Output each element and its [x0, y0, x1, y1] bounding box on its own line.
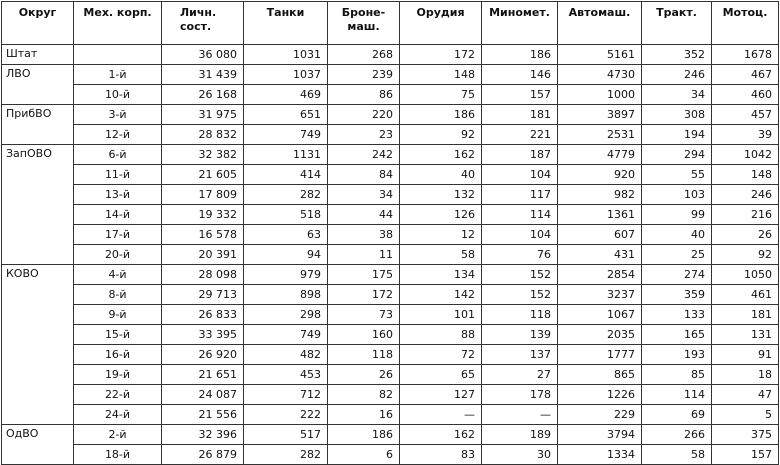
personnel-cell: 16 578 — [162, 225, 244, 245]
col-header-tractors: Тракт. — [642, 2, 712, 45]
tanks-cell: 749 — [244, 325, 328, 345]
table-row — [2, 145, 779, 165]
trucks-cell: 982 — [558, 185, 642, 205]
table-row — [2, 105, 779, 125]
mortars-cell: 152 — [482, 265, 558, 285]
guns-cell: 127 — [400, 385, 482, 405]
tractors-cell: 25 — [642, 245, 712, 265]
table-row — [2, 345, 779, 365]
tanks-cell: 469 — [244, 85, 328, 105]
personnel-cell: 24 087 — [162, 385, 244, 405]
table-row — [2, 305, 779, 325]
motorcycles-cell: 18 — [712, 365, 779, 385]
guns-cell: 132 — [400, 185, 482, 205]
armored-cell: 16 — [328, 405, 400, 425]
col-header-motorcycles: Мотоц. — [712, 2, 779, 45]
armored-cell: 175 — [328, 265, 400, 285]
corps-cell: 14-й — [74, 205, 162, 225]
guns-cell: 40 — [400, 165, 482, 185]
table-row — [2, 245, 779, 265]
mortars-cell: 187 — [482, 145, 558, 165]
corps-cell: 11-й — [74, 165, 162, 185]
motorcycles-cell: 375 — [712, 425, 779, 445]
tractors-cell: 308 — [642, 105, 712, 125]
table-row — [2, 425, 779, 445]
col-header-district: Округ — [2, 2, 74, 45]
armored-cell: 23 — [328, 125, 400, 145]
personnel-cell: 26 833 — [162, 305, 244, 325]
guns-cell: 88 — [400, 325, 482, 345]
district-cell: ЗапОВО — [2, 145, 74, 265]
personnel-cell: 32 382 — [162, 145, 244, 165]
personnel-cell: 32 396 — [162, 425, 244, 445]
armored-cell: 242 — [328, 145, 400, 165]
table-row — [2, 165, 779, 185]
mortars-cell: 186 — [482, 45, 558, 65]
personnel-cell: 19 332 — [162, 205, 244, 225]
corps-cell: 1-й — [74, 65, 162, 85]
trucks-cell: 3237 — [558, 285, 642, 305]
mortars-cell: 137 — [482, 345, 558, 365]
mortars-cell: 117 — [482, 185, 558, 205]
guns-cell: 101 — [400, 305, 482, 325]
mortars-cell: 30 — [482, 445, 558, 465]
table-row — [2, 65, 779, 85]
guns-cell: 126 — [400, 205, 482, 225]
mortars-cell: 104 — [482, 165, 558, 185]
corps-cell: 22-й — [74, 385, 162, 405]
tractors-cell: 359 — [642, 285, 712, 305]
guns-cell: 83 — [400, 445, 482, 465]
tanks-cell: 63 — [244, 225, 328, 245]
personnel-cell: 17 809 — [162, 185, 244, 205]
armored-cell: 44 — [328, 205, 400, 225]
mortars-cell: 114 — [482, 205, 558, 225]
motorcycles-cell: 26 — [712, 225, 779, 245]
tanks-cell: 518 — [244, 205, 328, 225]
guns-cell: — — [400, 405, 482, 425]
tanks-cell: 898 — [244, 285, 328, 305]
table-row — [2, 405, 779, 425]
corps-cell: 18-й — [74, 445, 162, 465]
trucks-cell: 2035 — [558, 325, 642, 345]
corps-cell: 6-й — [74, 145, 162, 165]
armored-cell: 118 — [328, 345, 400, 365]
motorcycles-cell: 47 — [712, 385, 779, 405]
tractors-cell: 194 — [642, 125, 712, 145]
personnel-cell: 31 975 — [162, 105, 244, 125]
guns-cell: 75 — [400, 85, 482, 105]
guns-cell: 92 — [400, 125, 482, 145]
personnel-cell: 31 439 — [162, 65, 244, 85]
tractors-cell: 193 — [642, 345, 712, 365]
corps-cell: 2-й — [74, 425, 162, 445]
motorcycles-cell: 131 — [712, 325, 779, 345]
personnel-cell: 28 832 — [162, 125, 244, 145]
col-header-trucks: Автомаш. — [558, 2, 642, 45]
personnel-cell: 36 080 — [162, 45, 244, 65]
tanks-cell: 651 — [244, 105, 328, 125]
armored-cell: 239 — [328, 65, 400, 85]
corps-cell: 12-й — [74, 125, 162, 145]
corps-cell: 10-й — [74, 85, 162, 105]
mortars-cell: 178 — [482, 385, 558, 405]
armored-cell: 38 — [328, 225, 400, 245]
table-row — [2, 125, 779, 145]
trucks-cell: 2854 — [558, 265, 642, 285]
guns-cell: 72 — [400, 345, 482, 365]
corps-cell: 20-й — [74, 245, 162, 265]
table-row — [2, 205, 779, 225]
guns-cell: 142 — [400, 285, 482, 305]
motorcycles-cell: 457 — [712, 105, 779, 125]
tractors-cell: 69 — [642, 405, 712, 425]
col-header-mortars: Миномет. — [482, 2, 558, 45]
armored-cell: 34 — [328, 185, 400, 205]
tanks-cell: 453 — [244, 365, 328, 385]
corps-cell: 19-й — [74, 365, 162, 385]
tanks-cell: 517 — [244, 425, 328, 445]
mortars-cell: — — [482, 405, 558, 425]
armored-cell: 86 — [328, 85, 400, 105]
guns-cell: 162 — [400, 145, 482, 165]
tractors-cell: 114 — [642, 385, 712, 405]
armored-cell: 186 — [328, 425, 400, 445]
trucks-cell: 3794 — [558, 425, 642, 445]
trucks-cell: 607 — [558, 225, 642, 245]
tractors-cell: 294 — [642, 145, 712, 165]
corps-cell: 16-й — [74, 345, 162, 365]
mech-corps-table — [1, 1, 779, 465]
corps-cell: 24-й — [74, 405, 162, 425]
mortars-cell: 104 — [482, 225, 558, 245]
trucks-cell: 3897 — [558, 105, 642, 125]
trucks-cell: 1226 — [558, 385, 642, 405]
table-row — [2, 85, 779, 105]
tanks-cell: 94 — [244, 245, 328, 265]
trucks-cell: 865 — [558, 365, 642, 385]
guns-cell: 12 — [400, 225, 482, 245]
tanks-cell: 482 — [244, 345, 328, 365]
corps-cell: 3-й — [74, 105, 162, 125]
mortars-cell: 118 — [482, 305, 558, 325]
motorcycles-cell: 460 — [712, 85, 779, 105]
guns-cell: 186 — [400, 105, 482, 125]
armored-cell: 73 — [328, 305, 400, 325]
motorcycles-cell: 467 — [712, 65, 779, 85]
district-cell: ОдВО — [2, 425, 74, 465]
district-cell: КОВО — [2, 265, 74, 425]
guns-cell: 162 — [400, 425, 482, 445]
mortars-cell: 189 — [482, 425, 558, 445]
tractors-cell: 103 — [642, 185, 712, 205]
table-row — [2, 445, 779, 465]
personnel-cell: 33 395 — [162, 325, 244, 345]
armored-cell: 26 — [328, 365, 400, 385]
guns-cell: 134 — [400, 265, 482, 285]
armored-cell: 6 — [328, 445, 400, 465]
table-row — [2, 185, 779, 205]
guns-cell: 148 — [400, 65, 482, 85]
tanks-cell: 1037 — [244, 65, 328, 85]
tanks-cell: 282 — [244, 445, 328, 465]
trucks-cell: 229 — [558, 405, 642, 425]
tractors-cell: 246 — [642, 65, 712, 85]
table-row — [2, 365, 779, 385]
armored-cell: 160 — [328, 325, 400, 345]
personnel-cell: 21 651 — [162, 365, 244, 385]
motorcycles-cell: 1042 — [712, 145, 779, 165]
tanks-cell: 222 — [244, 405, 328, 425]
col-header-armored: Броне- маш. — [328, 2, 400, 45]
personnel-cell: 21 605 — [162, 165, 244, 185]
tractors-cell: 266 — [642, 425, 712, 445]
motorcycles-cell: 181 — [712, 305, 779, 325]
header-row — [2, 2, 779, 45]
table-row — [2, 265, 779, 285]
tanks-cell: 282 — [244, 185, 328, 205]
tractors-cell: 40 — [642, 225, 712, 245]
personnel-cell: 21 556 — [162, 405, 244, 425]
table-row — [2, 225, 779, 245]
table-row — [2, 385, 779, 405]
motorcycles-cell: 39 — [712, 125, 779, 145]
motorcycles-cell: 5 — [712, 405, 779, 425]
col-header-personnel: Личн. сост. — [162, 2, 244, 45]
district-cell: ПрибВО — [2, 105, 74, 145]
personnel-cell: 26 920 — [162, 345, 244, 365]
guns-cell: 172 — [400, 45, 482, 65]
personnel-cell: 29 713 — [162, 285, 244, 305]
trucks-cell: 2531 — [558, 125, 642, 145]
district-cell: Штат — [2, 45, 74, 65]
armored-cell: 220 — [328, 105, 400, 125]
tanks-cell: 414 — [244, 165, 328, 185]
trucks-cell: 5161 — [558, 45, 642, 65]
tractors-cell: 165 — [642, 325, 712, 345]
motorcycles-cell: 246 — [712, 185, 779, 205]
personnel-cell: 28 098 — [162, 265, 244, 285]
trucks-cell: 1777 — [558, 345, 642, 365]
motorcycles-cell: 92 — [712, 245, 779, 265]
armored-cell: 11 — [328, 245, 400, 265]
trucks-cell: 1000 — [558, 85, 642, 105]
table-row — [2, 325, 779, 345]
personnel-cell: 26 168 — [162, 85, 244, 105]
corps-cell — [74, 45, 162, 65]
motorcycles-cell: 91 — [712, 345, 779, 365]
table-body — [2, 45, 779, 465]
trucks-cell: 1361 — [558, 205, 642, 225]
personnel-cell: 20 391 — [162, 245, 244, 265]
tanks-cell: 979 — [244, 265, 328, 285]
tractors-cell: 274 — [642, 265, 712, 285]
tractors-cell: 85 — [642, 365, 712, 385]
armored-cell: 268 — [328, 45, 400, 65]
guns-cell: 65 — [400, 365, 482, 385]
mortars-cell: 139 — [482, 325, 558, 345]
col-header-guns: Орудия — [400, 2, 482, 45]
motorcycles-cell: 157 — [712, 445, 779, 465]
mortars-cell: 76 — [482, 245, 558, 265]
motorcycles-cell: 148 — [712, 165, 779, 185]
motorcycles-cell: 216 — [712, 205, 779, 225]
mortars-cell: 221 — [482, 125, 558, 145]
mortars-cell: 146 — [482, 65, 558, 85]
armored-cell: 82 — [328, 385, 400, 405]
tanks-cell: 749 — [244, 125, 328, 145]
mortars-cell: 27 — [482, 365, 558, 385]
tanks-cell: 1031 — [244, 45, 328, 65]
table-row — [2, 45, 779, 65]
tractors-cell: 34 — [642, 85, 712, 105]
guns-cell: 58 — [400, 245, 482, 265]
col-header-tanks: Танки — [244, 2, 328, 45]
trucks-cell: 1067 — [558, 305, 642, 325]
tractors-cell: 58 — [642, 445, 712, 465]
col-header-corps: Мех. корп. — [74, 2, 162, 45]
tractors-cell: 133 — [642, 305, 712, 325]
tanks-cell: 298 — [244, 305, 328, 325]
tractors-cell: 352 — [642, 45, 712, 65]
corps-cell: 8-й — [74, 285, 162, 305]
corps-cell: 9-й — [74, 305, 162, 325]
armored-cell: 84 — [328, 165, 400, 185]
motorcycles-cell: 1678 — [712, 45, 779, 65]
trucks-cell: 431 — [558, 245, 642, 265]
tractors-cell: 99 — [642, 205, 712, 225]
district-cell: ЛВО — [2, 65, 74, 105]
trucks-cell: 4779 — [558, 145, 642, 165]
corps-cell: 4-й — [74, 265, 162, 285]
mortars-cell: 157 — [482, 85, 558, 105]
motorcycles-cell: 461 — [712, 285, 779, 305]
motorcycles-cell: 1050 — [712, 265, 779, 285]
mortars-cell: 152 — [482, 285, 558, 305]
trucks-cell: 920 — [558, 165, 642, 185]
personnel-cell: 26 879 — [162, 445, 244, 465]
tractors-cell: 55 — [642, 165, 712, 185]
mortars-cell: 181 — [482, 105, 558, 125]
tanks-cell: 712 — [244, 385, 328, 405]
trucks-cell: 4730 — [558, 65, 642, 85]
armored-cell: 172 — [328, 285, 400, 305]
corps-cell: 17-й — [74, 225, 162, 245]
table-row — [2, 285, 779, 305]
tanks-cell: 1131 — [244, 145, 328, 165]
trucks-cell: 1334 — [558, 445, 642, 465]
corps-cell: 13-й — [74, 185, 162, 205]
corps-cell: 15-й — [74, 325, 162, 345]
